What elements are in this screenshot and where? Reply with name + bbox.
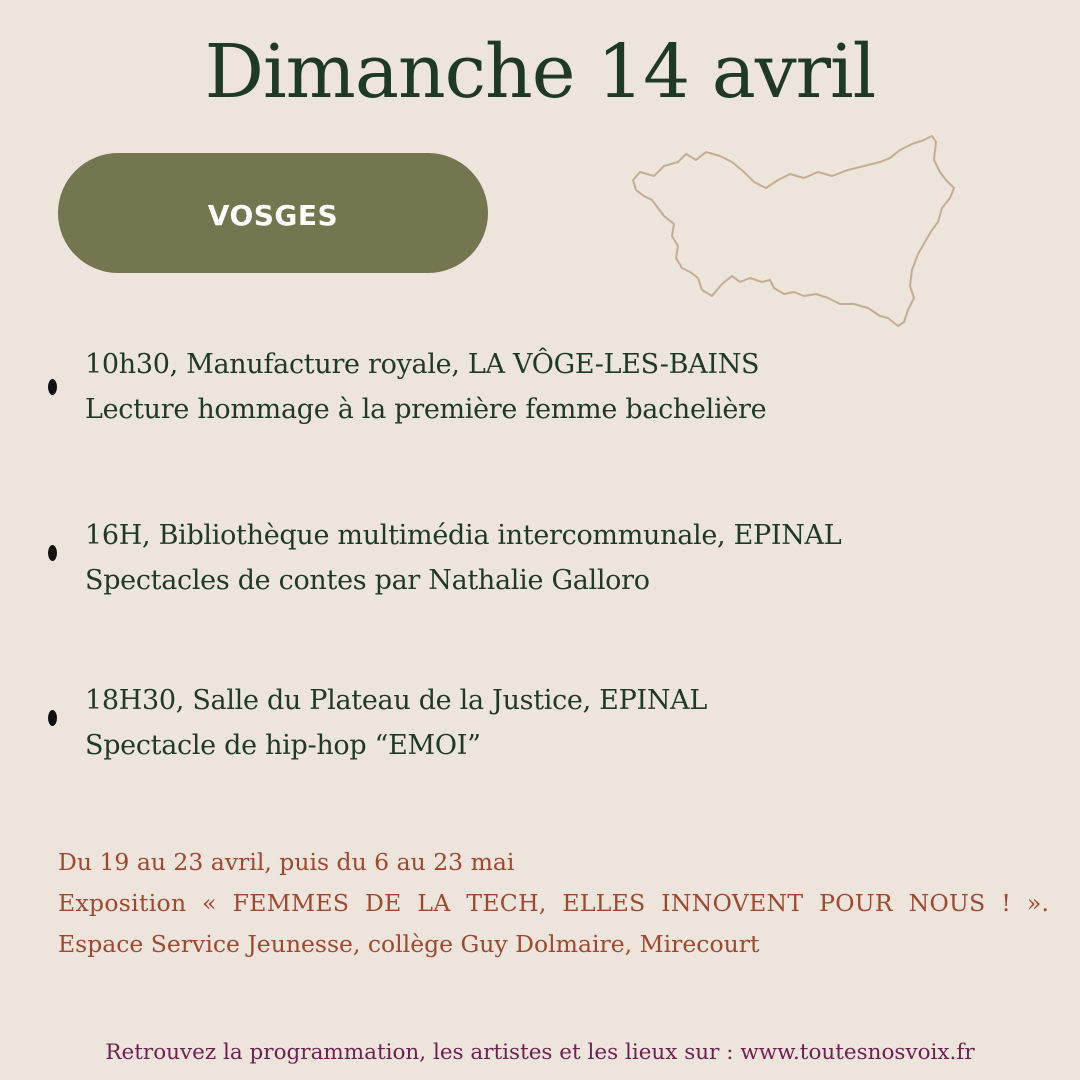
- page-title: Dimanche 14 avril: [204, 29, 876, 115]
- region-badge-label: VOSGES: [207, 198, 339, 232]
- event-description: Spectacle de hip-hop “EMOI”: [85, 730, 481, 761]
- region-badge: [58, 153, 488, 273]
- bullet-icon: [48, 545, 57, 561]
- exhibition-title: Exposition « FEMMES DE LA TECH, ELLES INNOVENT POUR NOUS ! ».: [58, 889, 1050, 917]
- event-time-venue: 16H, Bibliothèque multimédia intercommunale, EPINAL: [85, 520, 842, 551]
- footer-link-text: Retrouvez la programmation, les artistes et les lieux sur : www.toutesnosvoix.fr: [105, 1040, 975, 1065]
- event-time-venue: 18H30, Salle du Plateau de la Justice, EPINAL: [85, 685, 707, 716]
- bullet-icon: [48, 710, 57, 726]
- vosges-map-icon: [628, 132, 958, 328]
- exhibition-dates: Du 19 au 23 avril, puis du 6 au 23 mai: [58, 848, 515, 876]
- bullet-icon: [48, 379, 57, 395]
- event-description: Lecture hommage à la première femme bachelière: [85, 394, 767, 425]
- exhibition-venue: Espace Service Jeunesse, collège Guy Dolmaire, Mirecourt: [58, 930, 760, 958]
- event-description: Spectacles de contes par Nathalie Galloro: [85, 565, 650, 596]
- event-time-venue: 10h30, Manufacture royale, LA VÔGE-LES-BAINS: [85, 349, 760, 380]
